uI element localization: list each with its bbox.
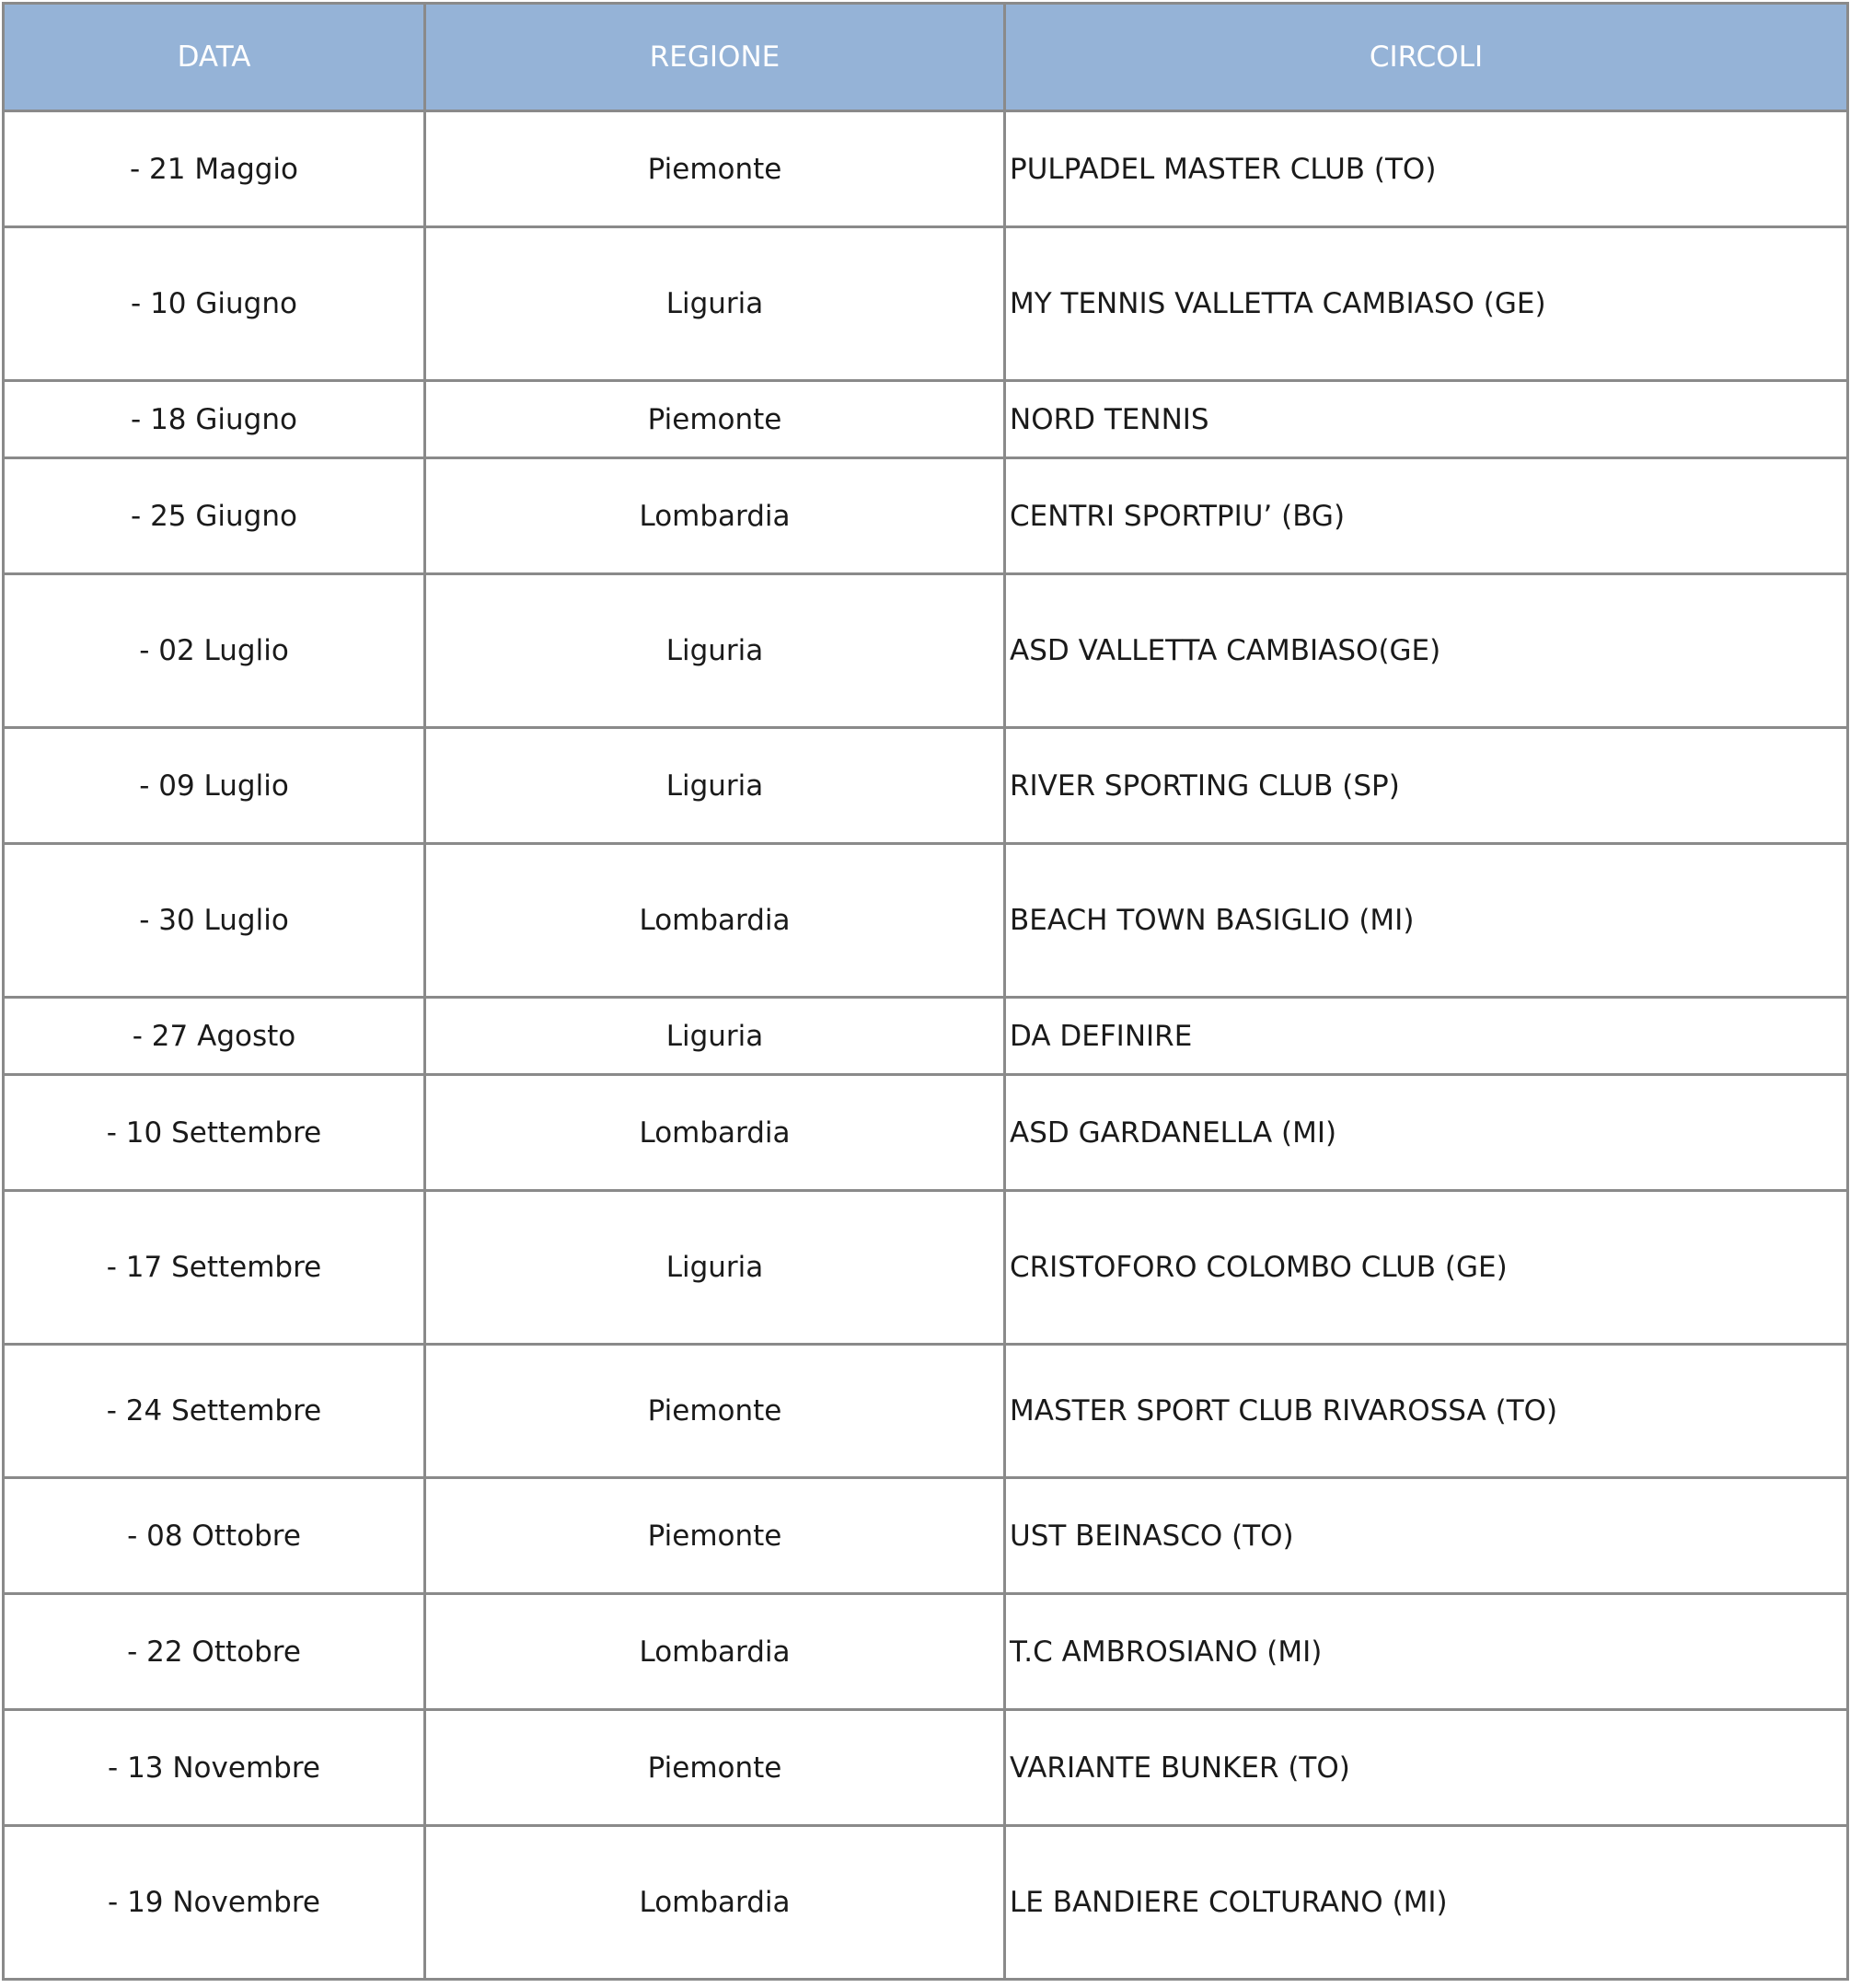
table-row <box>4 844 1848 998</box>
table-row <box>4 1075 1848 1191</box>
club-cell: DA DEFINIRE <box>1005 998 1848 1075</box>
club-cell: BEACH TOWN BASIGLIO (MI) <box>1005 844 1848 998</box>
date-cell: - 17 Settembre <box>4 1191 425 1345</box>
table-row <box>4 1191 1848 1345</box>
date-cell: - 19 Novembre <box>4 1826 425 1980</box>
region-cell: Lombardia <box>425 458 1005 574</box>
date-cell: - 10 Settembre <box>4 1075 425 1191</box>
date-cell: - 25 Giugno <box>4 458 425 574</box>
club-cell: CENTRI SPORTPIU’ (BG) <box>1005 458 1848 574</box>
region-cell: Piemonte <box>425 1478 1005 1594</box>
table-row <box>4 1478 1848 1594</box>
date-cell: - 10 Giugno <box>4 227 425 381</box>
table-row <box>4 574 1848 728</box>
region-cell: Piemonte <box>425 1710 1005 1826</box>
club-cell: ASD VALLETTA CAMBIASO(GE) <box>1005 574 1848 728</box>
club-cell: MASTER SPORT CLUB RIVAROSSA (TO) <box>1005 1345 1848 1478</box>
region-cell: Lombardia <box>425 844 1005 998</box>
table-row <box>4 1345 1848 1478</box>
region-cell: Liguria <box>425 728 1005 844</box>
region-cell: Liguria <box>425 574 1005 728</box>
region-cell: Liguria <box>425 998 1005 1075</box>
date-cell: - 02 Luglio <box>4 574 425 728</box>
club-cell: RIVER SPORTING CLUB (SP) <box>1005 728 1848 844</box>
club-cell: ASD GARDANELLA (MI) <box>1005 1075 1848 1191</box>
date-cell: - 09 Luglio <box>4 728 425 844</box>
table-row <box>4 458 1848 574</box>
date-cell: - 13 Novembre <box>4 1710 425 1826</box>
date-cell: - 22 Ottobre <box>4 1594 425 1710</box>
region-cell: Liguria <box>425 1191 1005 1345</box>
table-row <box>4 1594 1848 1710</box>
header-date: DATA <box>4 4 425 111</box>
club-cell: UST BEINASCO (TO) <box>1005 1478 1848 1594</box>
table-row <box>4 998 1848 1075</box>
date-cell: - 18 Giugno <box>4 381 425 458</box>
table-row <box>4 728 1848 844</box>
region-cell: Lombardia <box>425 1826 1005 1980</box>
region-cell: Piemonte <box>425 381 1005 458</box>
club-cell: T.C AMBROSIANO (MI) <box>1005 1594 1848 1710</box>
region-cell: Lombardia <box>425 1594 1005 1710</box>
table-row <box>4 1710 1848 1826</box>
table-row <box>4 111 1848 227</box>
date-cell: - 21 Maggio <box>4 111 425 227</box>
region-cell: Piemonte <box>425 111 1005 227</box>
club-cell: MY TENNIS VALLETTA CAMBIASO (GE) <box>1005 227 1848 381</box>
region-cell: Lombardia <box>425 1075 1005 1191</box>
club-cell: NORD TENNIS <box>1005 381 1848 458</box>
header-region: REGIONE <box>425 4 1005 111</box>
date-cell: - 08 Ottobre <box>4 1478 425 1594</box>
date-cell: - 27 Agosto <box>4 998 425 1075</box>
date-cell: - 24 Settembre <box>4 1345 425 1478</box>
table-row <box>4 227 1848 381</box>
table-row <box>4 381 1848 458</box>
club-cell: CRISTOFORO COLOMBO CLUB (GE) <box>1005 1191 1848 1345</box>
schedule-table <box>2 2 1849 1981</box>
region-cell: Liguria <box>425 227 1005 381</box>
club-cell: VARIANTE BUNKER (TO) <box>1005 1710 1848 1826</box>
table-row <box>4 1826 1848 1980</box>
region-cell: Piemonte <box>425 1345 1005 1478</box>
club-cell: PULPADEL MASTER CLUB (TO) <box>1005 111 1848 227</box>
header-row <box>4 4 1848 111</box>
header-clubs: CIRCOLI <box>1005 4 1848 111</box>
club-cell: LE BANDIERE COLTURANO (MI) <box>1005 1826 1848 1980</box>
date-cell: - 30 Luglio <box>4 844 425 998</box>
